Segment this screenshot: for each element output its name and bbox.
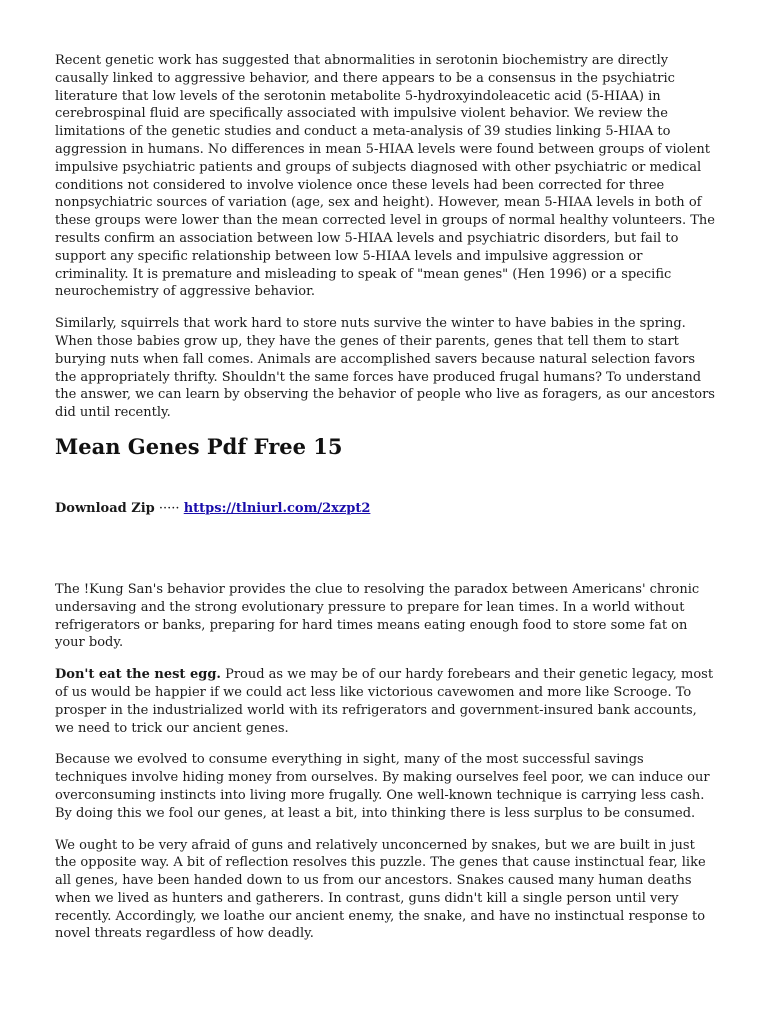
paragraph-squirrels: Similarly, squirrels that work hard to store nuts survive the winter to have babies in the spring. When those babies grow up, they have the genes of their parents, genes that tell them to start burying nuts when fall comes. Animals are accomplished savers because natural selection favors the appropriately thrifty. Shouldn't the same forces have produced frugal humans? To understand the answer, we can learn by observing the behavior of people who live as foragers, as our ancestors did until recently. bbox=[55, 316, 715, 421]
paragraph-guns-snakes: We ought to be very afraid of guns and relatively unconcerned by snakes, but we are built in just the opposite way. A bit of reflection resolves this puzzle. The genes that cause instinctual fear, like all genes, have been handed down to us from our ancestors. Snakes caused many human deaths when we lived as hunters and gatherers. In contrast, guns didn't kill a single person until very recently. Accordingly, we loathe our ancient enemy, the snake, and have no instinctual response to novel threats regardless of how deadly. bbox=[55, 837, 706, 942]
document-body bbox=[55, 52, 715, 943]
download-line bbox=[55, 500, 715, 518]
paragraph-hiding-money: Because we evolved to consume everything in sight, many of the most successful savings techniques involve hiding money from ourselves. By making ourselves feel poor, we can induce our overconsuming instincts into living more frugally. One well-known technique is carrying less cash. By doing this we fool our genes, at least a bit, into thinking there is less surplus to be consumed. bbox=[55, 752, 710, 821]
paragraph-kung-san: The !Kung San's behavior provides the clue to resolving the paradox between Americans' chronic undersaving and the strong evolutionary pressure to prepare for lean times. In a world without refrigerators or banks, preparing for hard times means eating enough food to store some fat on your body. bbox=[55, 581, 700, 651]
download-label: Download Zip bbox=[55, 500, 155, 516]
download-separator: ····· bbox=[158, 500, 180, 516]
paragraph-nest-egg-body: Proud as we may be of our hardy forebears and their genetic legacy, most of us would be happier if we could act less like victorious cavewomen and more like Scrooge. To prosper in the industrialized world with its refrigerators and government-insured bank accounts, we need to trick our ancient genes. bbox=[55, 667, 714, 736]
page-title: Mean Genes Pdf Free 15 bbox=[55, 433, 343, 459]
paragraph-serotonin-study: Recent genetic work has suggested that abnormalities in serotonin biochemistry are directly causally linked to aggressive behavior, and there appears to be a consensus in the psychiatric literature that low levels of the serotonin metabolite 5-hydroxyindoleacetic acid (5-HIAA) in cerebrospinal fluid are specifically associated with impulsive violent behavior. We review the limitations of the genetic studies and conduct a meta-analysis of 39 studies linking 5-HIAA to aggression in humans. No differences in mean 5-HIAA levels were found between groups of violent impulsive psychiatric patients and groups of subjects diagnosed with other psychiatric or medical conditions not considered to involve violence once these levels had been corrected for three nonpsychiatric sources of variation (age, sex and height). However, mean 5-HIAA levels in both of these groups were lower than the mean corrected level in groups of normal healthy volunteers. The results confirm an association between low 5-HIAA levels and psychiatric disorders, but fail to support any specific relationship between low 5-HIAA levels and impulsive aggression or criminality. It is premature and misleading to speak of "mean genes" (Hen 1996) or a specific neurochemistry of aggressive behavior. bbox=[55, 53, 715, 300]
download-link[interactable]: https://tlniurl.com/2xzpt2 bbox=[183, 500, 371, 516]
paragraph-lead-bold: Don't eat the nest egg. bbox=[55, 667, 221, 683]
paragraph-nest-egg bbox=[55, 666, 715, 737]
